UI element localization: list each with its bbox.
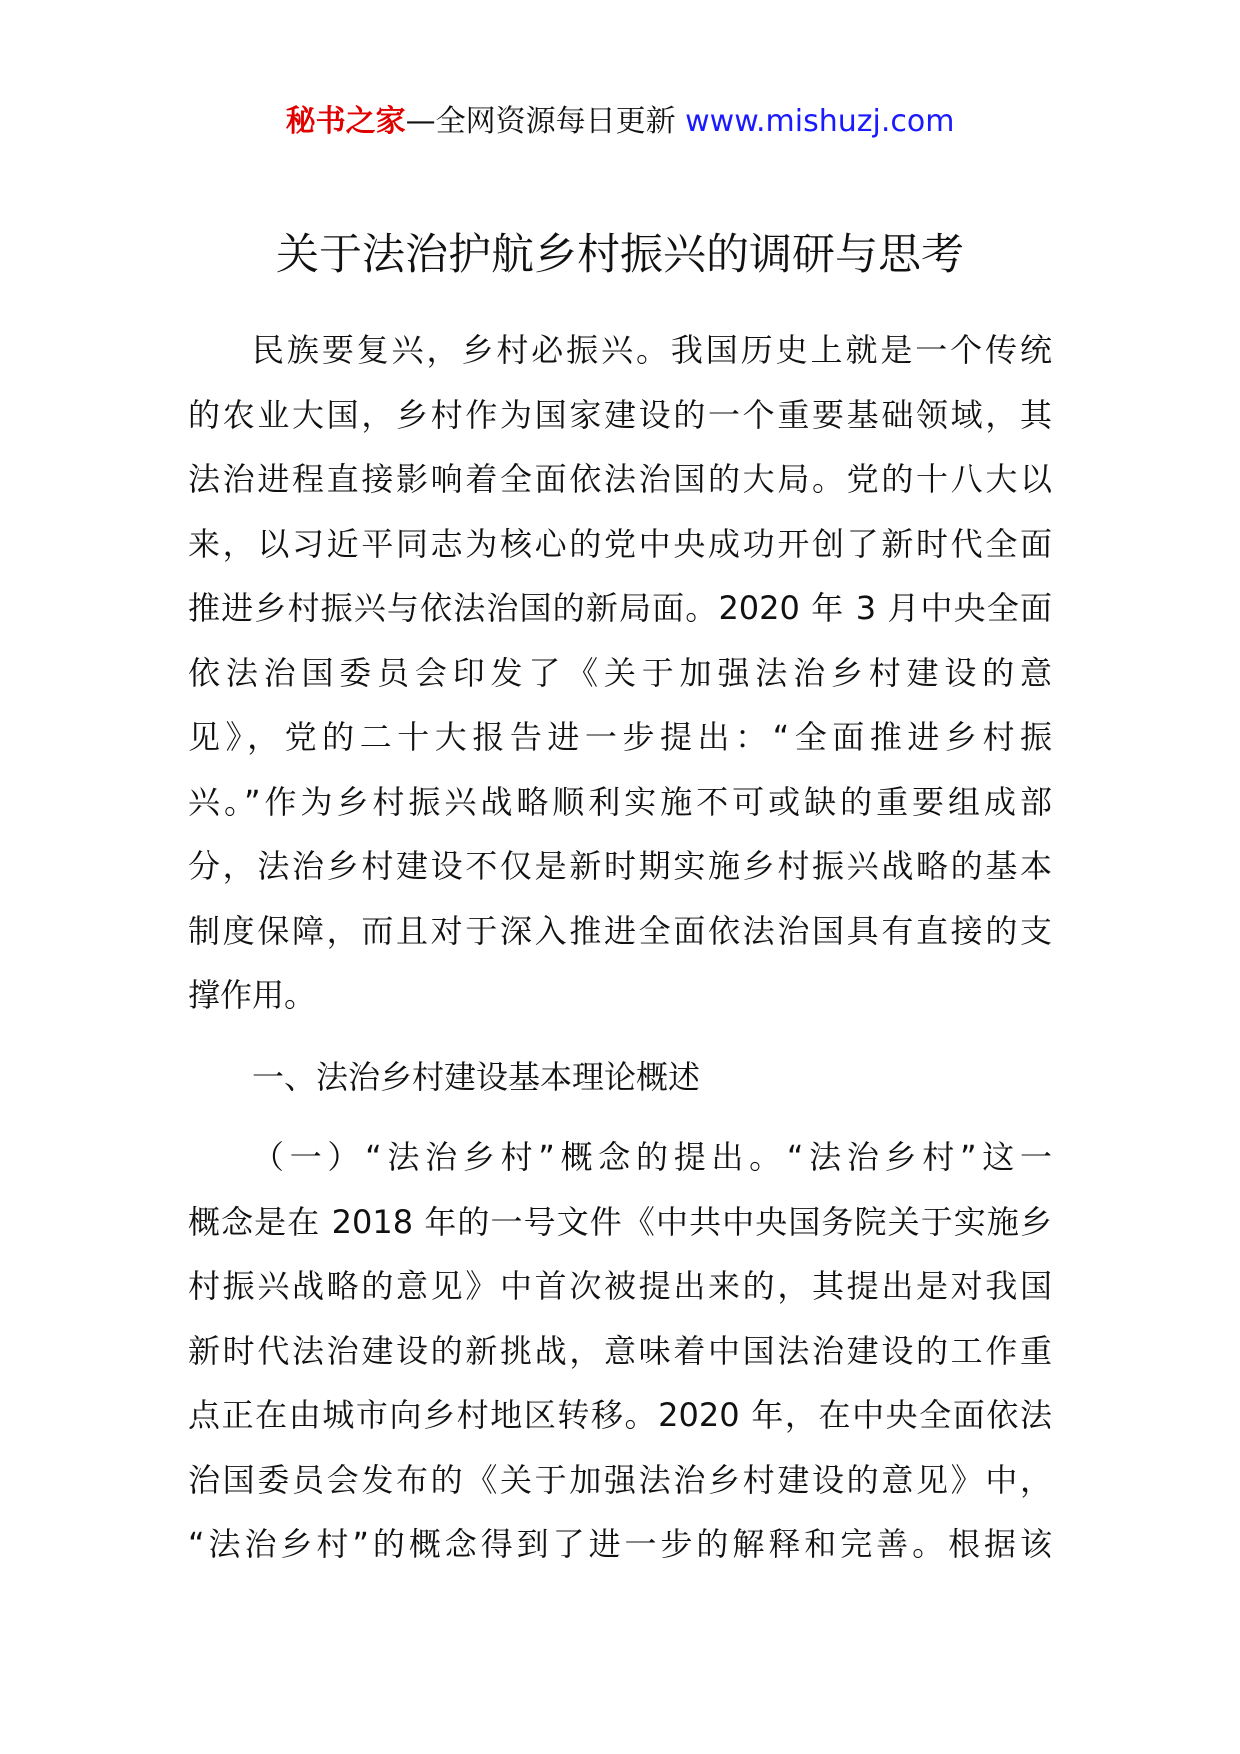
paragraph-line: 新时代法治建设的新挑战，意味着中国法治建设的工作重: [188, 1331, 1052, 1370]
paragraph-line: 推进乡村振兴与依法治国的新局面。2020 年 3 月中央全面: [188, 589, 1052, 627]
paragraph-line: 兴。”作为乡村振兴战略顺利实施不可或缺的重要组成部: [188, 782, 1052, 821]
document-title: 关于法治护航乡村振兴的调研与思考: [276, 230, 964, 280]
paragraph-line: 点正在由城市向乡村地区转移。2020 年，在中央全面依法: [188, 1396, 1052, 1434]
paragraph-line: 民族要复兴，乡村必振兴。我国历史上就是一个传统: [252, 331, 1052, 369]
paragraph-line: 来，以习近平同志为核心的党中央成功开创了新时代全面: [188, 524, 1052, 563]
paragraph-line: 村振兴战略的意见》中首次被提出来的，其提出是对我国: [188, 1267, 1052, 1305]
paragraph-line: （一）“法治乡村”概念的提出。“法治乡村”这一: [252, 1138, 1052, 1176]
paragraph-line: 撑作用。: [188, 976, 317, 1014]
site-brand: 秘书之家: [285, 104, 406, 139]
paragraph-line: 依法治国委员会印发了《关于加强法治乡村建设的意: [188, 653, 1052, 692]
paragraph-line: 法治进程直接影响着全面依法治国的大局。党的十八大以: [188, 460, 1052, 498]
paragraph-line: 分，法治乡村建设不仅是新时期实施乡村振兴战略的基本: [188, 847, 1052, 885]
paragraph-line: 见》，党的二十大报告进一步提出：“全面推进乡村振: [188, 718, 1052, 756]
section-heading-text: 一、法治乡村建设基本理论概述: [252, 1058, 701, 1096]
paragraph-line: 治国委员会发布的《关于加强法治乡村建设的意见》中，: [188, 1460, 1052, 1499]
paragraph-1: [188, 318, 1052, 1028]
site-slogan: —全网资源每日更新: [405, 104, 686, 139]
paragraph-line: 制度保障，而且对于深入推进全面依法治国具有直接的支: [188, 911, 1052, 950]
paragraph-line: 概念是在 2018 年的一号文件《中共中央国务院关于实施乡: [188, 1202, 1052, 1241]
paragraph-line: “法治乡村”的概念得到了进一步的解释和完善。根据该: [188, 1525, 1052, 1563]
site-header: [0, 102, 1240, 142]
site-url-link[interactable]: www.mishuzj.com: [685, 104, 955, 139]
section-heading: [188, 1045, 1052, 1110]
paragraph-line: 的农业大国，乡村作为国家建设的一个重要基础领域，其: [188, 395, 1052, 434]
paragraph-2: [188, 1125, 1052, 1577]
